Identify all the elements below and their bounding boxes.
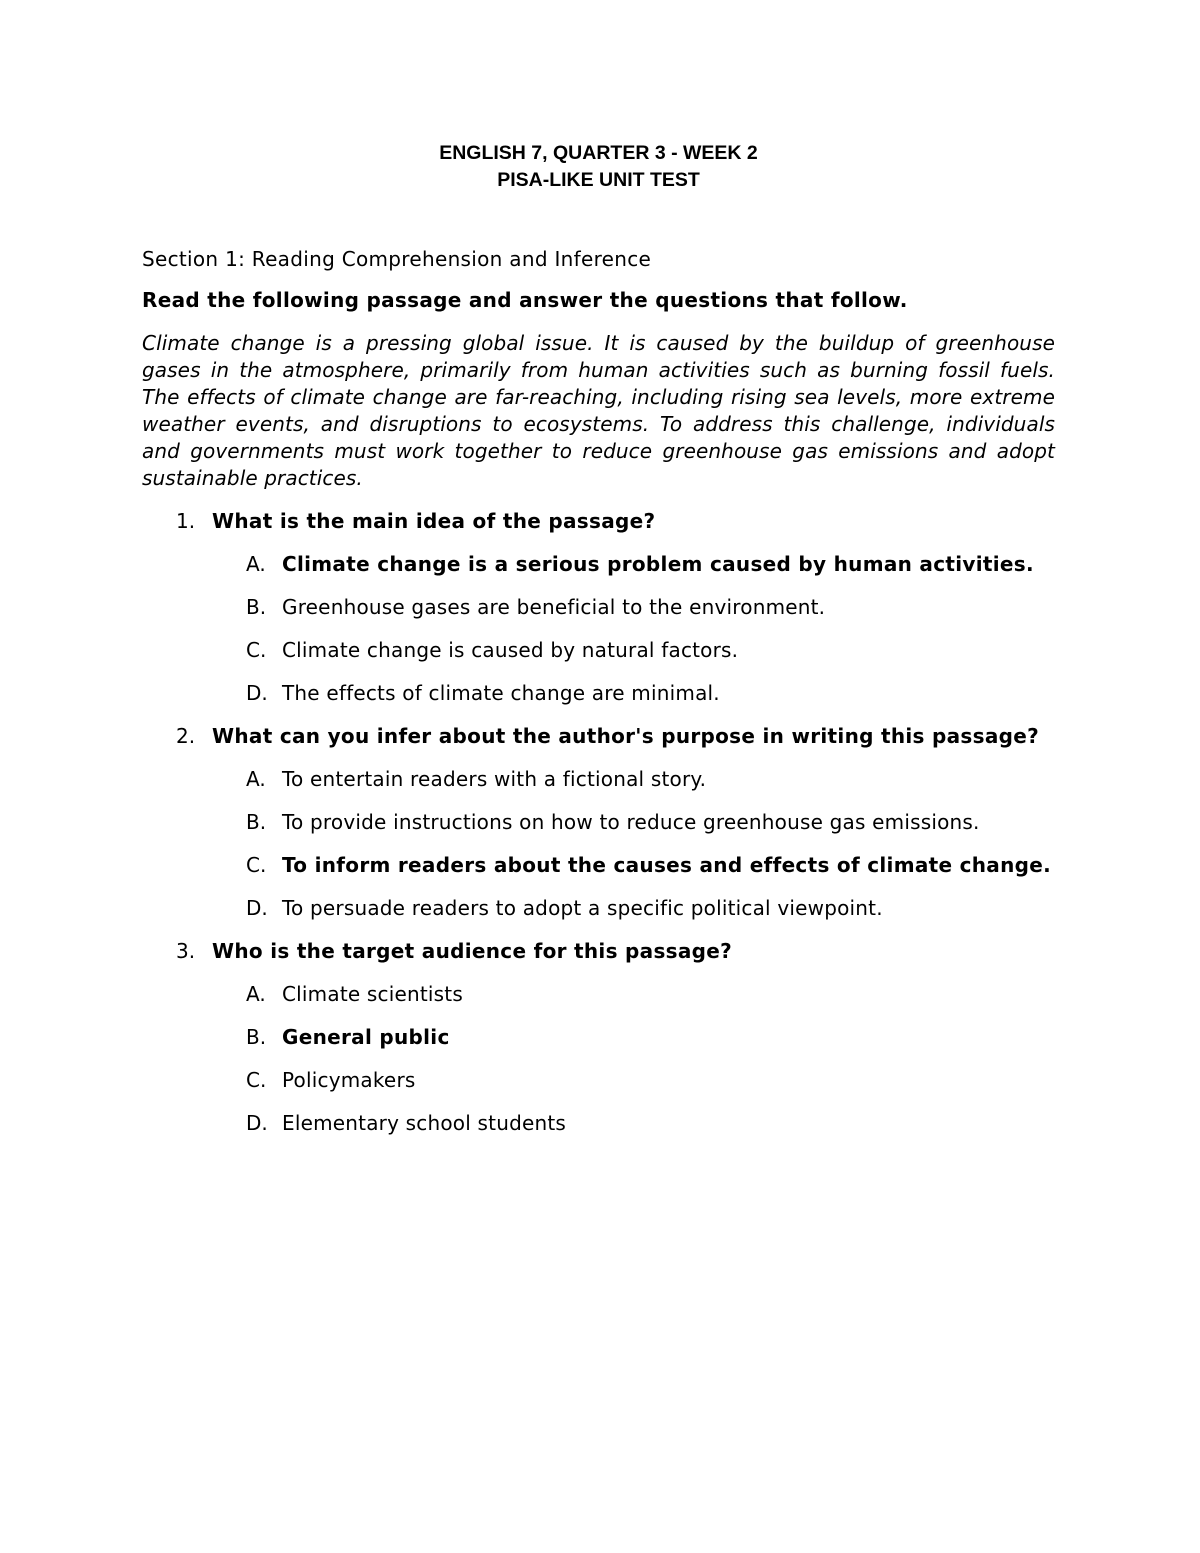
option-b: [212, 1024, 1055, 1051]
option-text: Greenhouse gases are beneficial to the environment.: [282, 595, 826, 619]
question-number: 2.: [176, 724, 196, 748]
option-list: [212, 551, 1055, 707]
option-text: General public: [282, 1025, 450, 1049]
option-a: [212, 766, 1055, 793]
question-2: [142, 723, 1055, 922]
option-letter: D.: [246, 1111, 268, 1135]
option-text: Climate change is a serious problem caused by human activities.: [282, 552, 1034, 576]
question-number: 3.: [176, 939, 196, 963]
option-b: [212, 809, 1055, 836]
question-1: [142, 508, 1055, 707]
option-list: [212, 981, 1055, 1137]
option-letter: A.: [246, 982, 266, 1006]
option-c: [212, 852, 1055, 879]
option-text: Policymakers: [282, 1068, 416, 1092]
section-title: Section 1: Reading Comprehension and Inference: [142, 247, 652, 271]
option-letter: C.: [246, 638, 267, 662]
option-text: To persuade readers to adopt a specific political viewpoint.: [282, 896, 883, 920]
document-title: ENGLISH 7, QUARTER 3 - WEEK 2: [439, 142, 758, 164]
option-list: [212, 766, 1055, 922]
option-letter: C.: [246, 1068, 267, 1092]
option-letter: B.: [246, 595, 267, 619]
option-text: The effects of climate change are minimal.: [282, 681, 720, 705]
question-list: [142, 508, 1055, 1137]
reading-passage: Climate change is a pressing global issue. It is caused by the buildup of greenhouse gases in the atmosphere, primarily from human activities such as burning fossil fuels. The effects of climate change are far-reaching, including rising sea levels, more extreme weather events, and disruptions to ecosystems. To address this challenge, individuals and governments must work together to reduce greenhouse gas emissions and adopt sustainable practices.: [142, 331, 1055, 490]
option-letter: D.: [246, 896, 268, 920]
document-subtitle: PISA-LIKE UNIT TEST: [497, 169, 700, 191]
question-text: What is the main idea of the passage?: [212, 509, 656, 533]
option-c: [212, 637, 1055, 664]
option-text: Elementary school students: [282, 1111, 567, 1135]
option-letter: C.: [246, 853, 267, 877]
option-b: [212, 594, 1055, 621]
question-text: Who is the target audience for this passage?: [212, 939, 733, 963]
option-text: Climate change is caused by natural factors.: [282, 638, 739, 662]
instructions: Read the following passage and answer the questions that follow.: [142, 288, 908, 312]
option-d: [212, 680, 1055, 707]
question-3: [142, 938, 1055, 1137]
option-text: To entertain readers with a fictional story.: [282, 767, 707, 791]
option-letter: B.: [246, 1025, 267, 1049]
option-text: To provide instructions on how to reduce greenhouse gas emissions.: [282, 810, 980, 834]
option-letter: B.: [246, 810, 267, 834]
option-letter: A.: [246, 767, 266, 791]
option-letter: A.: [246, 552, 266, 576]
option-a: [212, 981, 1055, 1008]
option-d: [212, 1110, 1055, 1137]
question-text: What can you infer about the author's purpose in writing this passage?: [212, 724, 1040, 748]
option-a: [212, 551, 1055, 578]
option-d: [212, 895, 1055, 922]
option-text: Climate scientists: [282, 982, 463, 1006]
option-letter: D.: [246, 681, 268, 705]
question-number: 1.: [176, 509, 196, 533]
document-page: [142, 140, 1055, 1137]
option-text: To inform readers about the causes and effects of climate change.: [282, 853, 1052, 877]
option-c: [212, 1067, 1055, 1094]
